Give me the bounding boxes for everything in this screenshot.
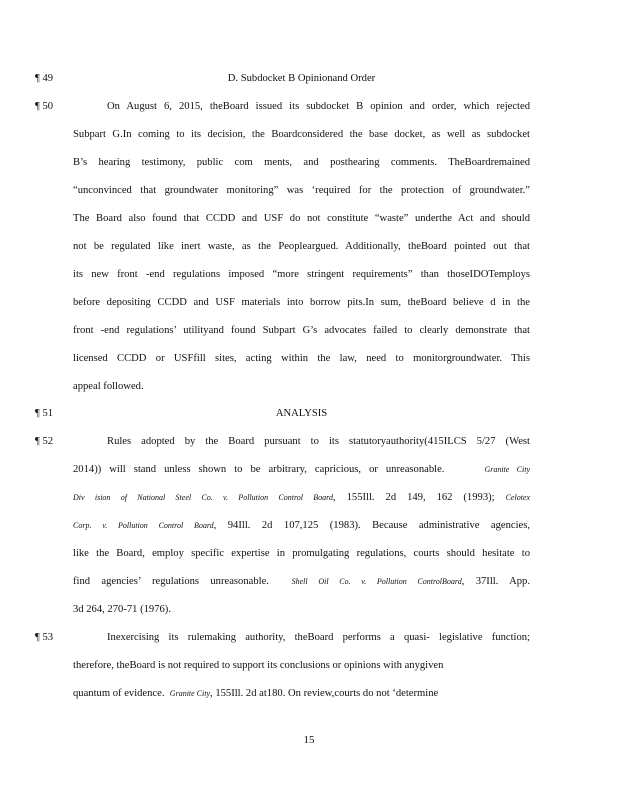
paragraph-line: B’s hearing testimony, public com ments, and posthearing comments. TheBoardremained xyxy=(73,157,530,168)
text-run: , 94Ill. 2d 107,125 (1983). Because administrative agencies, xyxy=(213,520,531,531)
paragraph-line: “unconvinced that groundwater monitoring” was ‘required for the protection of groundwater.” xyxy=(73,185,530,196)
paragraph-line: licensed CCDD or USFfill sites, acting within the law, need to monitorgroundwater. This xyxy=(73,353,530,364)
paragraph-number: ¶ 53 xyxy=(35,632,54,643)
text-run: find agencies’ regulations unreasonable. xyxy=(73,576,269,587)
paragraph-line: Inexercising its rulemaking authority, theBoard performs a quasi- legislative function; xyxy=(107,632,530,643)
paragraph-line: therefore, theBoard is not required to support its conclusions or opinions with anygiven xyxy=(73,660,444,671)
page-number: 15 xyxy=(303,734,315,746)
paragraph-line: like the Board, employ specific expertise in promulgating regulations, courts should hesitate to xyxy=(73,548,530,559)
paragraph-number: ¶ 52 xyxy=(35,436,54,447)
paragraph-line xyxy=(73,463,530,477)
case-citation: Granite City xyxy=(169,689,211,698)
case-citation: Granite City xyxy=(484,465,531,474)
paragraph-line: before depositing CCDD and USF materials into borrow pits.In sum, theBoard believe d in the xyxy=(73,297,530,308)
paragraph-line: 3d 264, 270-71 (1976). xyxy=(73,604,171,615)
paragraph-line: The Board also found that CCDD and USF do not constitute “waste” underthe Act and should xyxy=(73,213,530,224)
paragraph-line: On August 6, 2015, theBoard issued its subdocket B opinion and order, which rejected xyxy=(107,101,530,112)
paragraph-line xyxy=(73,687,530,701)
section-heading: D. Subdocket B Opinionand Order xyxy=(227,73,376,84)
paragraph-line xyxy=(73,575,530,589)
paragraph-number: ¶ 51 xyxy=(35,408,54,419)
text-run: , 155Ill. 2d 149, 162 (1993); xyxy=(333,492,495,503)
paragraph-line xyxy=(73,491,530,505)
case-citation: Corp. v. Pollution Control Board xyxy=(73,521,214,530)
case-citation: Div ision of National Steel Co. v. Pollution Control Board xyxy=(73,493,334,502)
paragraph-line: Rules adopted by the Board pursuant to its statutoryauthority(415ILCS 5/27 (West xyxy=(107,436,530,447)
text-run: , 155Ill. 2d at180. On review,courts do not ‘determine xyxy=(210,688,439,699)
text-run: 2014)) will stand unless shown to be arbitrary, capricious, or unreasonable. xyxy=(73,464,445,475)
paragraph-line: Subpart G.In coming to its decision, the Boardconsidered the base docket, as well as subdocket xyxy=(73,129,530,140)
text-run: quantum of evidence. xyxy=(73,688,165,699)
case-citation: Shell Oil Co. v. Pollution ControlBoard xyxy=(291,577,462,586)
paragraph-number: ¶ 50 xyxy=(35,101,54,112)
section-heading: ANALYSIS xyxy=(275,408,328,419)
paragraph-line: front -end regulations’ utilityand found Subpart G’s advocates failed to clearly demonstrate that xyxy=(73,325,530,336)
paragraph-line: appeal followed. xyxy=(73,381,144,392)
text-run: , 37Ill. App. xyxy=(461,576,531,587)
paragraph-line: its new front -end regulations imposed “more stringent requirements” than thoseIDOTemploys xyxy=(73,269,530,280)
paragraph-line: not be regulated like inert waste, as the Peopleargued. Additionally, theBoard pointed out that xyxy=(73,241,530,252)
paragraph-number: ¶ 49 xyxy=(35,73,54,84)
paragraph-line xyxy=(73,519,530,533)
case-citation: Celotex xyxy=(505,493,531,502)
